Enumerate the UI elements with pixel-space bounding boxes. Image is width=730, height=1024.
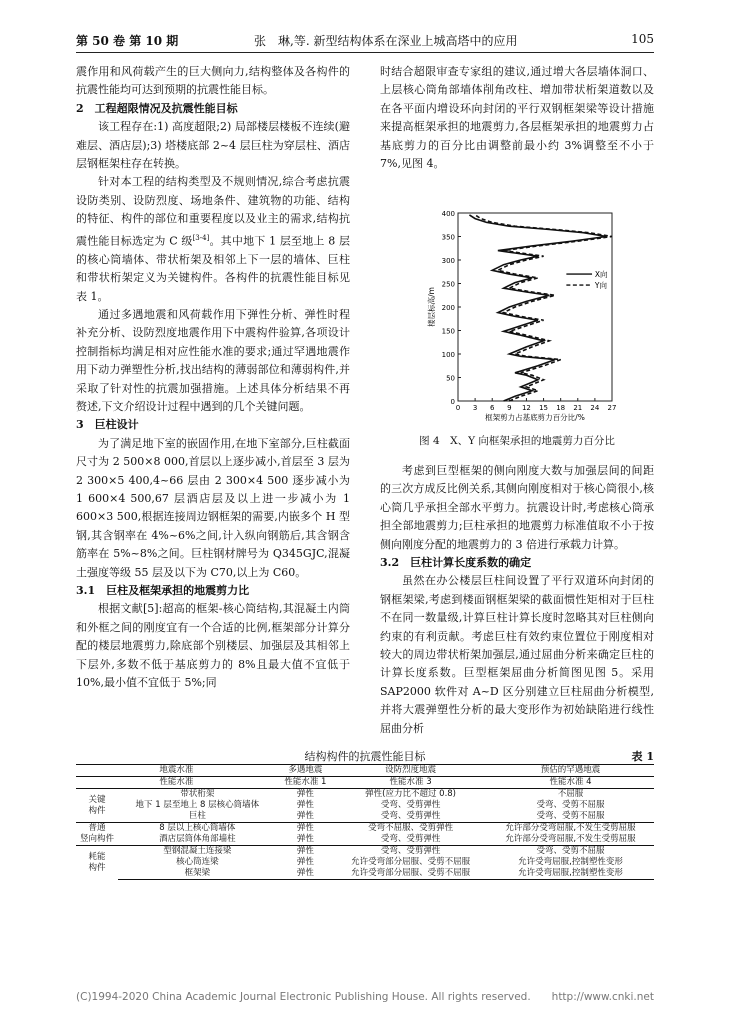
y-tick-label: 400 — [441, 210, 455, 218]
table-cell: 弹性 — [296, 811, 314, 821]
table-row — [76, 868, 654, 880]
journal-volume: 第 50 卷 第 10 期 — [76, 34, 179, 48]
y-tick-label: 150 — [441, 327, 455, 336]
paragraph: 通过多遇地震和风荷载作用下弹性分析、弹性时程补充分析、设防烈度地震作用下中震构件验算,各项设计控制指标均满足相对应性能水准的要求;通过罕遇地震作用下动力弹塑性分析,找出结构的薄弱部位和薄弱构件,并采取了针对性的抗震加强措施。上述具体分析结果不再赘述,下文介绍设计过程中遇到的几个关键问题。 — [76, 307, 350, 413]
table-cell: 受弯、受剪不屈服 — [487, 846, 654, 858]
article-title-header: 张 琳,等. 新型结构体系在深业上城高塔中的应用 — [254, 34, 518, 48]
table-cell: 弹性 — [296, 857, 314, 867]
table-cell: 允许受弯部分屈服、受剪不屈服 — [351, 857, 471, 867]
table-cell: 受弯不屈服、受剪弹性 — [334, 823, 487, 835]
table-cell: 核心筒连梁 — [176, 857, 219, 867]
y-tick-label: 200 — [441, 304, 455, 312]
table-cell: 巨柱 — [188, 811, 206, 821]
series-line-x — [469, 215, 606, 401]
table-group-cell — [76, 823, 118, 846]
paragraph: 虽然在办公楼层巨柱间设置了平行双道环向封闭的钢框架梁,考虑到楼面钢框架梁的截面惯性矩相对于巨柱不在同一数量级,计算巨柱计算长度时忽略其对巨柱侧向约束的有利贡献。考虑巨柱有效约束位置位于刚度相对较大的周边带状桁架加强层,通过屈曲分析来确定巨柱的计算长度系数。巨型框架屈曲分析简图见图 5。采用 SAP2000 软件对 A~D 区分别建立巨柱屈曲分析模型,并将大震弹塑性分析的最大变形作为初始缺陷进行线性屈曲分析 — [380, 574, 654, 735]
table-row — [76, 846, 654, 858]
x-tick-label: 12 — [521, 404, 531, 412]
table-cell: 受弯、受剪不屈服 — [536, 811, 605, 821]
paragraph: 考虑到巨型框架的侧向刚度大数与加强层间的间距的三次方成反比例关系,其侧向刚度相对于核心筒很小,核心筒几乎承担全部水平剪力。抗震设计时,考虑核心筒承担全部地震剪力;巨柱承担的地震剪力标准值取不小于按侧向刚度分配的地震剪力的 3 倍进行承载力计算。 — [380, 464, 654, 551]
table-header-cell: 地震水准 — [76, 765, 277, 777]
y-tick-label: 300 — [441, 257, 455, 265]
legend-label: Y向 — [594, 281, 607, 291]
table-cell: 弹性(应力比不超过 0.8) — [334, 789, 487, 801]
x-tick-label: 24 — [590, 404, 600, 412]
series-line-y — [475, 215, 612, 401]
legend-label: X向 — [594, 270, 608, 280]
table-cell: 弹性 — [277, 846, 334, 858]
table-cell: 受弯、受剪不屈服 — [536, 800, 605, 810]
x-tick-label: 6 — [489, 404, 495, 412]
figure-caption: 图 4 X、Y 向框架承担的地震剪力百分比 — [419, 435, 615, 447]
group-label-line: 竖向构件 — [79, 834, 114, 844]
group-label-line: 关键 — [88, 794, 106, 805]
table-cell: 允许部分受弯屈服,不发生受剪屈服 — [487, 823, 654, 835]
group-label-line: 构件 — [88, 805, 106, 816]
x-axis-label: 框架剪力占基底剪力百分比/% — [485, 413, 585, 422]
table-cell: 允许受弯部分屈服、受剪不屈服 — [334, 868, 487, 880]
table-cell: 弹性 — [277, 789, 334, 801]
table-header-cell: 性能水准 3 — [334, 777, 487, 789]
table-header-cell: 性能水准 1 — [277, 777, 334, 789]
table-header-cell: 性能水准 4 — [487, 777, 654, 789]
table-cell: 不屈服 — [487, 789, 654, 801]
performance-table — [76, 764, 654, 880]
table-cell: 受弯、受剪弹性 — [334, 846, 487, 858]
table-title: 结构构件的抗震性能目标 — [304, 750, 426, 763]
table-row — [76, 834, 654, 846]
table-row — [76, 823, 654, 835]
paragraph: 该工程存在:1) 高度超限;2) 局部楼层楼板不连续(避难层、酒店层);3) 塔楼底部 2~4 层巨柱为穿层柱、酒店层钢框架柱存在转换。 — [76, 120, 350, 171]
table-cell: 受弯、受剪弹性 — [380, 800, 441, 810]
table-cell: 弹性 — [296, 800, 314, 810]
y-axis-label: 楼层标高/m — [427, 287, 436, 327]
table-header-row — [76, 777, 654, 789]
x-tick-label: 21 — [573, 404, 583, 412]
paragraph: 时结合超限审查专家组的建议,通过增大各层墙体洞口、上层核心筒角部墙体削角改柱、增加带状桁架道数以及在各平面内增设环向封闭的平行双钢框架梁等设计措施来提高框架承担的地震剪力,各层框架承担的地震剪力占基底剪力的百分比由调整前最小约 3%调整至不小于 7%,见图 4。 — [380, 65, 654, 171]
group-label-line: 耗能 — [88, 851, 106, 862]
x-tick-label: 0 — [455, 404, 461, 412]
table-cell: 框架梁 — [118, 868, 277, 880]
shear-ratio-chart — [380, 205, 654, 429]
y-tick-label: 250 — [441, 280, 455, 289]
table-header-cell: 设防烈度地震 — [334, 765, 487, 777]
table-cell: 允许部分受弯屈服,不发生受剪屈服 — [505, 834, 636, 844]
y-tick-label: 350 — [441, 233, 455, 242]
table-header-cell: 多遇地震 — [277, 765, 334, 777]
x-tick-label: 9 — [507, 404, 512, 412]
figure-4 — [380, 205, 654, 455]
table-header-cell: 预估的罕遇地震 — [487, 765, 654, 777]
left-column — [76, 63, 350, 692]
plot-frame — [458, 213, 612, 401]
table-cell: 酒店层筒体角部墙柱 — [159, 834, 236, 844]
table-header-cell: 性能水准 — [76, 777, 277, 789]
table-cell: 允许受弯屈服,控制塑性变形 — [487, 868, 654, 880]
y-tick-label: 100 — [441, 351, 455, 359]
table-cell: 8 层以上核心筒墙体 — [118, 823, 277, 835]
paragraph: 根据文献[5]:超高的框架-核心筒结构,其混凝土内筒和外框之间的刚度宜有一个合适的比例,框架部分计算分配的楼层地震剪力,除底部个别楼层、加强层及其相邻上下层外,多数不低于基底剪力的 8%且最大值不宜低于 10%,最小值不宜低于 5%;同 — [76, 602, 350, 690]
subsection-heading: 3.2 巨柱计算长度系数的确定 — [380, 556, 532, 570]
page-number: 105 — [631, 32, 654, 46]
section-heading: 3 巨柱设计 — [76, 418, 139, 432]
table-cell: 弹性 — [277, 868, 334, 880]
x-tick-label: 3 — [472, 404, 478, 412]
right-column-bottom — [380, 462, 654, 738]
table-number: 表 1 — [631, 750, 654, 763]
citation: [3-4] — [192, 233, 210, 242]
x-tick-label: 18 — [556, 404, 566, 412]
subsection-heading: 3.1 巨柱及框架承担的地震剪力比 — [76, 584, 250, 598]
paragraph: 针对本工程的结构类型及不规则情况,综合考虑抗震设防类别、设防烈度、场地条件、建筑物的功能、结构的特征、构件的部位和重要程度以及业主的需求,结构抗震性能目标选定为 C 级[3-4]。其中地下 1 层至地上 8 层的核心筒墙体、带状桁架及相邻上下一层的墙体、巨柱和带状桁架定义为关键构件。各构件的抗震性能目标见表 1。 — [76, 175, 351, 303]
paragraph: 震作用和风荷载产生的巨大侧向力,结构整体及各构件的抗震性能均可达到预期的抗震性能目标。 — [76, 65, 350, 97]
table-row — [76, 800, 654, 811]
table-cell: 型钢混凝土连接梁 — [118, 846, 277, 858]
section-heading: 2 工程超限情况及抗震性能目标 — [76, 101, 238, 115]
y-tick-label: 0 — [450, 398, 455, 406]
x-tick-label: 15 — [539, 404, 549, 412]
right-column-top — [380, 63, 654, 173]
x-tick-label: 27 — [607, 404, 617, 412]
table-cell: 弹性 — [277, 823, 334, 835]
table-row — [76, 789, 654, 801]
copyright-footer: (C)1994-2020 China Academic Journal Electronic Publishing House. All rights reserved. http://www.cnki.net — [76, 991, 654, 1003]
table-group-cell — [76, 846, 118, 880]
table-group-cell — [76, 789, 118, 823]
group-label-line: 构件 — [88, 862, 106, 873]
table-row — [76, 811, 654, 823]
table-cell: 受弯、受剪弹性 — [380, 811, 441, 821]
table-cell: 地下 1 层至地上 8 层核心筒墙体 — [135, 800, 260, 810]
table-cell: 带状桁架 — [118, 789, 277, 801]
running-header — [76, 30, 654, 53]
table-row — [76, 857, 654, 868]
group-label-line: 普通 — [88, 823, 106, 833]
paragraph: 为了满足地下室的嵌固作用,在地下室部分,巨柱截面尺寸为 2 500×8 000,首层以上逐步减小,首层至 3 层为 2 300×5 400,4~66 层由 2 300×4 500 逐步减小为 1 600×4 500,67 层酒店层及以上进一步减小为 1 600×3 500,根据连接周边钢框架的需要,内嵌多个 H 型钢,其含钢率在 4%~6%之间,计入纵向钢筋后,其含钢含筋率在 5%~8%之间。巨柱钢材牌号为 Q345GJC,混凝土强度等级 55 层及以下为 C70,以上为 C60。 — [76, 436, 350, 579]
table-cell: 受弯、受剪弹性 — [380, 834, 441, 844]
y-tick-label: 50 — [446, 374, 455, 383]
table-header-row — [76, 765, 654, 777]
table-cell: 弹性 — [296, 834, 314, 844]
table-cell: 允许受弯屈服,控制塑性变形 — [518, 857, 623, 867]
